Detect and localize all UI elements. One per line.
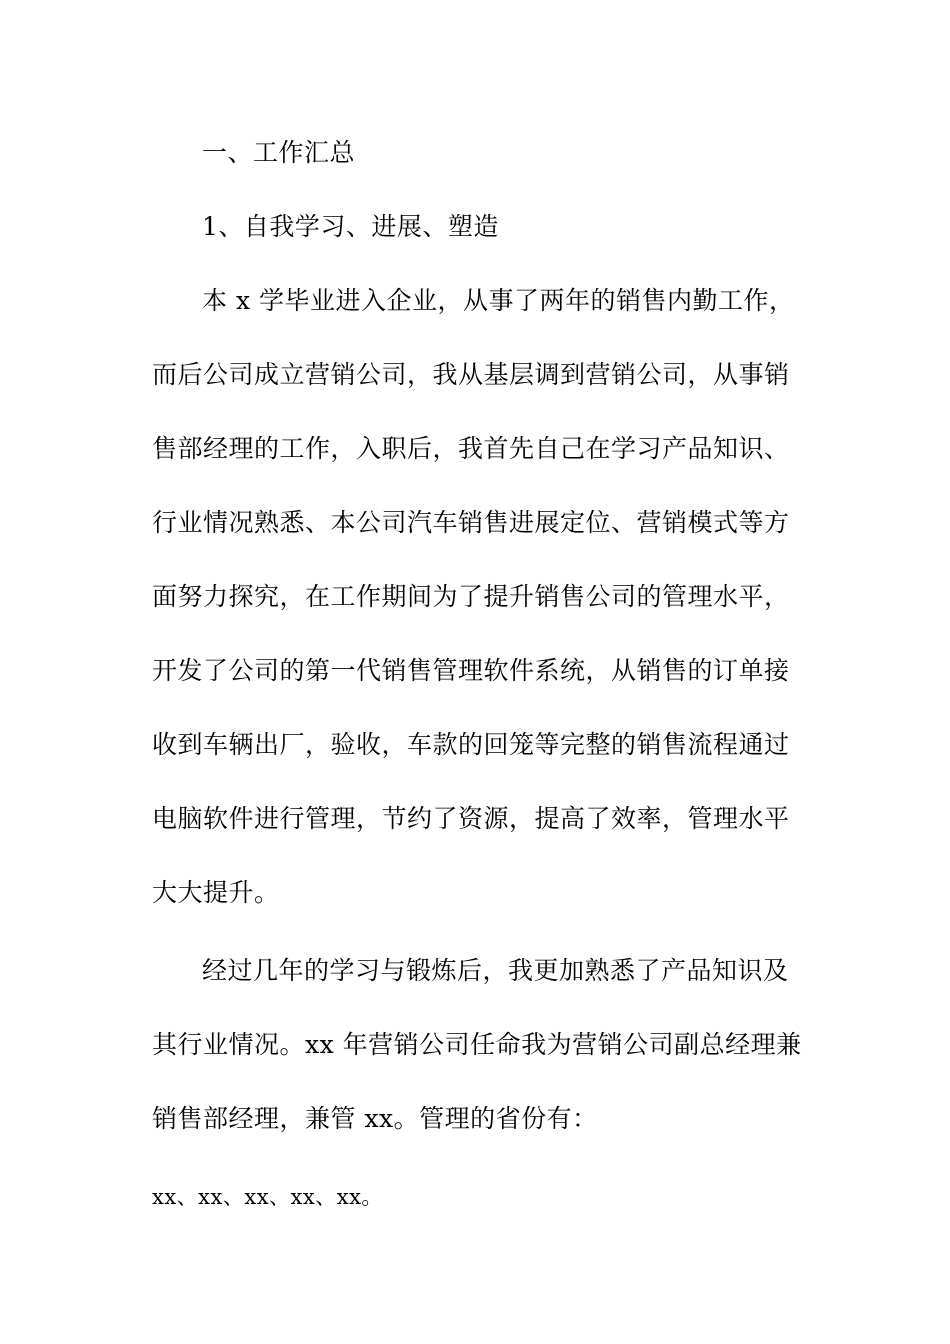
paragraph-line: 行业情况熟悉、本公司汽车销售进展定位、营销模式等方: [152, 508, 790, 537]
paragraph-line: xx、xx、xx、xx、xx。: [152, 1185, 383, 1209]
paragraph-line: 面努力探究，在工作期间为了提升销售公司的管理水平，: [152, 582, 790, 611]
section-heading: 一、工作汇总: [202, 138, 356, 167]
paragraph-line: 收到车辆出厂，验收，车款的回笼等完整的销售流程通过: [152, 730, 790, 759]
paragraph-line: 售部经理的工作，入职后，我首先自己在学习产品知识、: [152, 434, 790, 463]
paragraph-line: 大大提升。: [152, 878, 280, 907]
paragraph-line: 而后公司成立营销公司，我从基层调到营销公司，从事销: [152, 360, 790, 389]
paragraph-line: 经过几年的学习与锻炼后，我更加熟悉了产品知识及: [202, 956, 789, 985]
paragraph-line: 本 x 学毕业进入企业，从事了两年的销售内勤工作，: [202, 286, 795, 315]
paragraph-line: 电脑软件进行管理，节约了资源，提高了效率，管理水平: [152, 804, 790, 833]
paragraph-line: 销售部经理，兼管 xx。管理的省份有：: [152, 1104, 598, 1133]
paragraph-line: 开发了公司的第一代销售管理软件系统，从销售的订单接: [152, 656, 790, 685]
paragraph-line: 其行业情况。xx 年营销公司任命我为营销公司副总经理兼: [152, 1030, 802, 1059]
subsection-heading: 1、自我学习、进展、塑造: [202, 212, 499, 241]
